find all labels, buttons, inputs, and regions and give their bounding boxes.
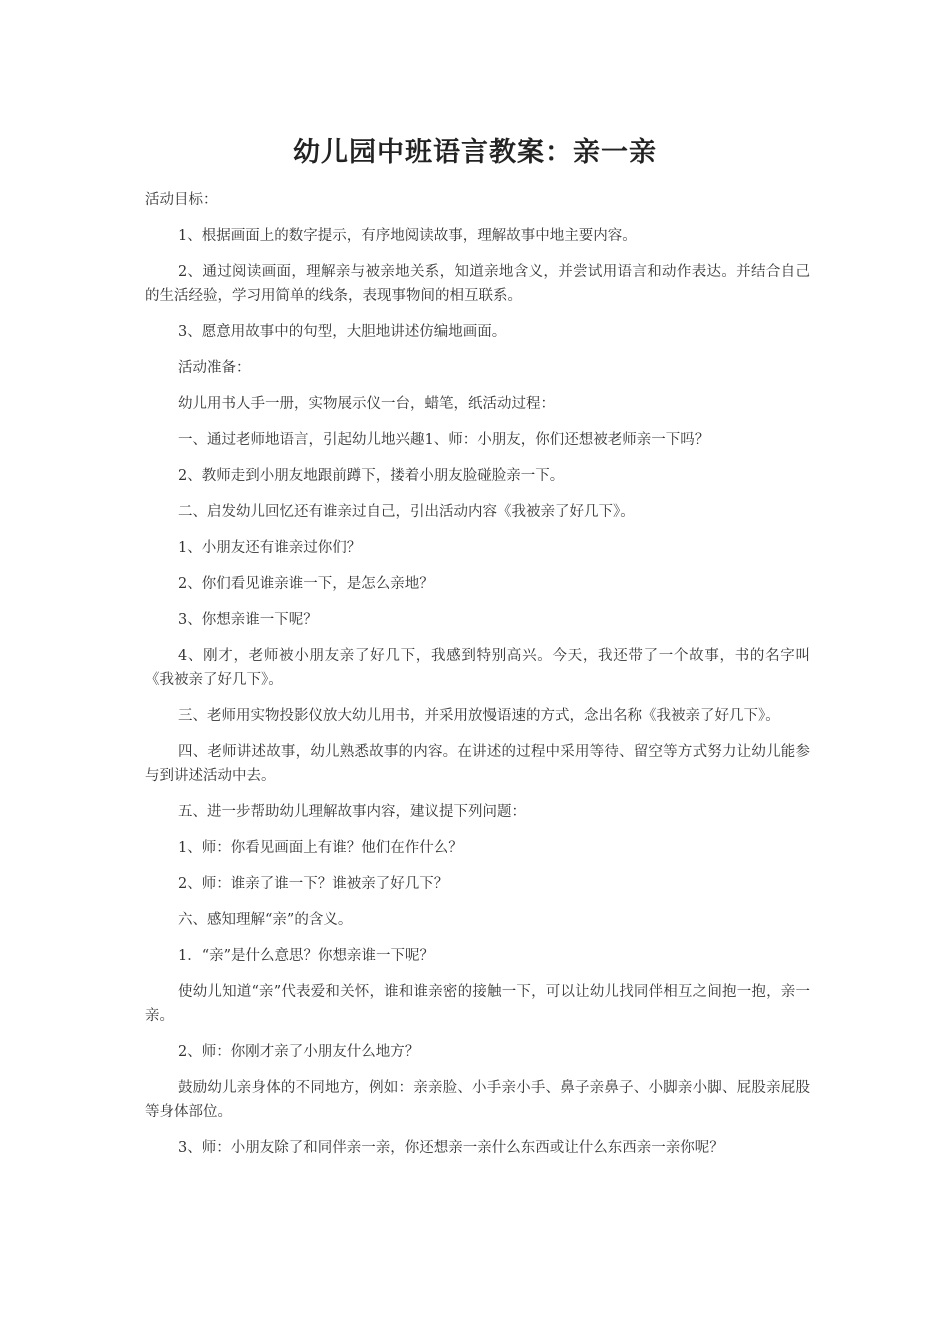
paragraph: 2、师：谁亲了谁一下？谁被亲了好几下？ xyxy=(178,876,449,892)
document-title: 幼儿园中班语言教案：亲一亲 xyxy=(293,137,657,168)
paragraph: 幼儿用书人手一册，实物展示仪一台，蜡笔，纸活动过程： xyxy=(178,396,555,412)
paragraph: 鼓励幼儿亲身体的不同地方，例如：亲亲脸、小手亲小手、鼻子亲鼻子、小脚亲小脚、屁股亲屁股等身体部位。 xyxy=(145,1080,810,1120)
paragraph: 使幼儿知道“亲”代表爱和关怀，谁和谁亲密的接触一下，可以让幼儿找同伴相互之间抱一抱，亲一亲。 xyxy=(145,984,810,1024)
paragraph-objectives-heading: 活动目标： xyxy=(145,192,218,208)
paragraph: 五、进一步帮助幼儿理解故事内容，建议提下列问题： xyxy=(178,804,526,820)
paragraph: 3、师：小朋友除了和同伴亲一亲，你还想亲一亲什么东西或让什么东西亲一亲你呢？ xyxy=(178,1140,724,1156)
paragraph: 4、刚才，老师被小朋友亲了好几下，我感到特别高兴。今天，我还带了一个故事，书的名字叫《我被亲了好几下》。 xyxy=(145,648,810,688)
paragraph-preparation-heading: 活动准备： xyxy=(178,360,251,376)
paragraph: 2、你们看见谁亲谁一下，是怎么亲地？ xyxy=(178,576,434,592)
paragraph: 2、师：你刚才亲了小朋友什么地方？ xyxy=(178,1044,420,1060)
paragraph: 1、小朋友还有谁亲过你们？ xyxy=(178,540,362,556)
paragraph: 一、通过老师地语言，引起幼儿地兴趣1、师：小朋友，你们还想被老师亲一下吗？ xyxy=(178,432,710,448)
paragraph: 2、通过阅读画面，理解亲与被亲地关系，知道亲地含义，并尝试用语言和动作表达。并结合自己的生活经验，学习用简单的线条，表现事物间的相互联系。 xyxy=(145,264,810,304)
paragraph: 1．“亲”是什么意思？你想亲谁一下呢？ xyxy=(178,948,435,964)
document-body xyxy=(145,188,810,1172)
paragraph: 六、感知理解“亲”的含义。 xyxy=(178,912,353,928)
paragraph: 三、老师用实物投影仪放大幼儿用书，并采用放慢语速的方式，念出名称《我被亲了好几下》。 xyxy=(178,708,780,724)
paragraph: 3、愿意用故事中的句型，大胆地讲述仿编地画面。 xyxy=(178,324,507,340)
paragraph: 1、师：你看见画面上有谁？他们在作什么？ xyxy=(178,840,463,856)
paragraph: 四、老师讲述故事，幼儿熟悉故事的内容。在讲述的过程中采用等待、留空等方式努力让幼儿能参与到讲述活动中去。 xyxy=(145,744,810,784)
paragraph: 二、启发幼儿回忆还有谁亲过自己，引出活动内容《我被亲了好几下》。 xyxy=(178,504,635,520)
paragraph: 2、教师走到小朋友地跟前蹲下，搂着小朋友脸碰脸亲一下。 xyxy=(178,468,565,484)
paragraph: 3、你想亲谁一下呢？ xyxy=(178,612,318,628)
paragraph: 1、根据画面上的数字提示，有序地阅读故事，理解故事中地主要内容。 xyxy=(178,228,637,244)
